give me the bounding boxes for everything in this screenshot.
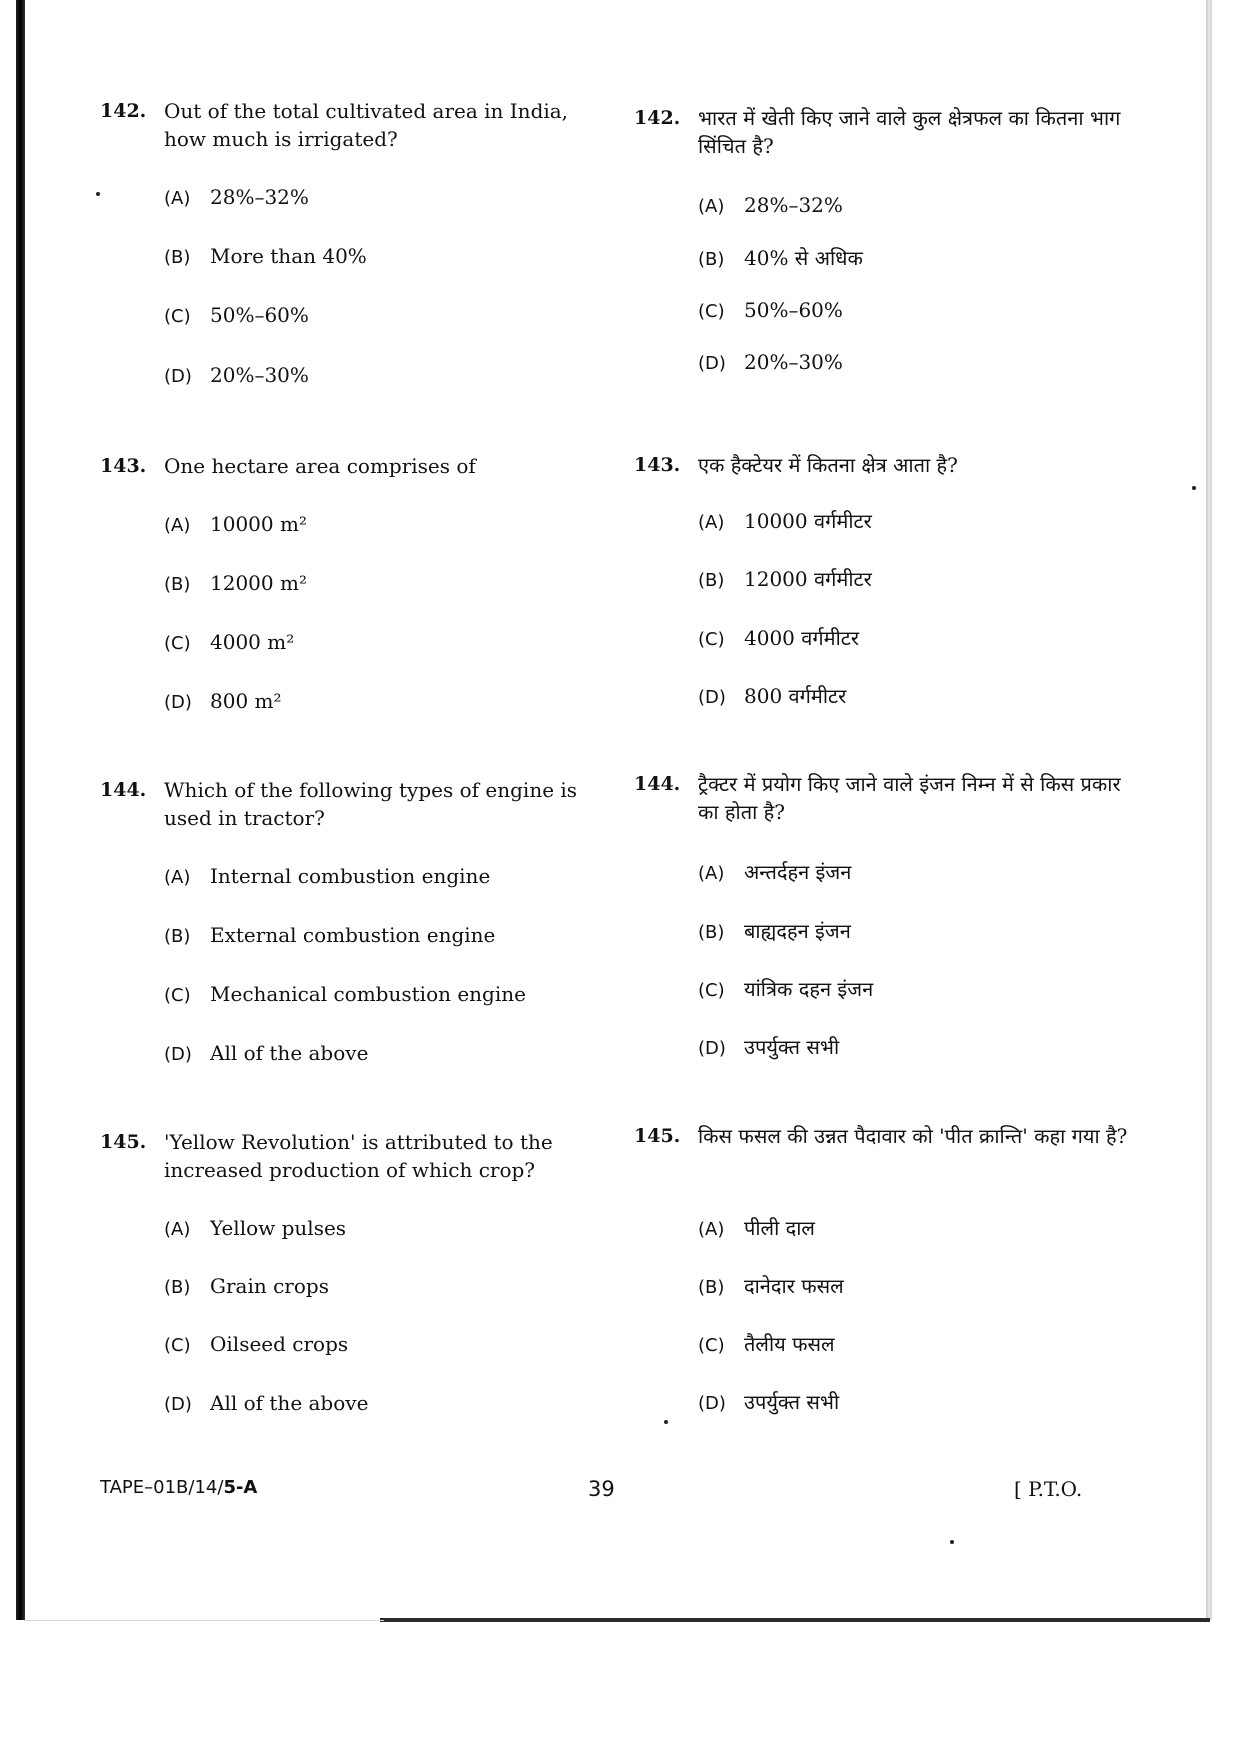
option-text: उपर्युक्त सभी xyxy=(744,1390,840,1414)
option-label: (B) xyxy=(164,574,191,595)
option-text: More than 40% xyxy=(210,244,367,268)
scan-speck xyxy=(1192,486,1196,490)
question-number: 143. xyxy=(634,454,681,476)
option-d xyxy=(698,348,843,378)
option-a xyxy=(164,510,307,540)
option-text: 40% से अधिक xyxy=(744,246,863,270)
option-text: 12000 वर्गमीटर xyxy=(744,567,872,591)
option-text: 12000 m² xyxy=(210,571,307,595)
question-145-en xyxy=(100,1128,580,1415)
question-number: 144. xyxy=(100,779,147,801)
option-text: 50%–60% xyxy=(744,298,843,322)
option-label: (B) xyxy=(698,249,725,270)
option-d xyxy=(698,1388,839,1418)
scan-bottom-edge xyxy=(380,1618,1210,1622)
option-text: Mechanical combustion engine xyxy=(210,982,526,1006)
option-c xyxy=(698,1330,835,1360)
scan-right-edge xyxy=(1206,0,1212,1620)
question-number: 145. xyxy=(634,1125,681,1147)
option-text: उपर्युक्त सभी xyxy=(744,1035,840,1059)
option-a xyxy=(164,183,309,213)
scan-speck xyxy=(950,1540,954,1544)
option-text: External combustion engine xyxy=(210,923,496,947)
option-a xyxy=(698,507,872,537)
question-text: One hectare area comprises of xyxy=(164,454,476,478)
option-label: (C) xyxy=(164,985,191,1006)
option-text: 50%–60% xyxy=(210,303,309,327)
question-header xyxy=(100,452,580,480)
question-number: 143. xyxy=(100,455,147,477)
option-label: (C) xyxy=(698,301,725,322)
option-text: बाह्यदहन इंजन xyxy=(744,919,851,943)
option-c xyxy=(698,975,873,1005)
question-text: किस फसल की उन्नत पैदावार को 'पीत क्रान्ति' कहा गया है? xyxy=(698,1124,1128,1148)
question-144-hi xyxy=(634,770,1134,1059)
option-c xyxy=(698,624,859,654)
question-text: भारत में खेती किए जाने वाले कुल क्षेत्रफल का कितना भाग सिंचित है? xyxy=(698,106,1121,158)
option-b xyxy=(698,244,863,274)
footer-code-series: 5-A xyxy=(223,1477,258,1498)
option-text: 4000 m² xyxy=(210,630,295,654)
option-d xyxy=(164,1389,368,1419)
question-number: 142. xyxy=(100,100,147,122)
option-text: All of the above xyxy=(210,1041,369,1065)
option-text: Oilseed crops xyxy=(210,1332,349,1356)
option-label: (B) xyxy=(164,926,191,947)
option-label: (A) xyxy=(164,188,191,209)
footer-code-prefix: TAPE–01B/14/ xyxy=(100,1477,224,1498)
option-label: (C) xyxy=(164,306,191,327)
question-header xyxy=(634,104,1134,160)
option-text: 20%–30% xyxy=(744,350,843,374)
option-label: (C) xyxy=(164,1335,191,1356)
question-142-hi xyxy=(634,104,1134,374)
option-label: (B) xyxy=(698,1277,725,1298)
question-143-en xyxy=(100,452,580,713)
option-label: (A) xyxy=(698,512,725,533)
option-text: Internal combustion engine xyxy=(210,864,491,888)
option-label: (B) xyxy=(698,922,725,943)
option-b xyxy=(698,1272,844,1302)
option-text: अन्तर्दहन इंजन xyxy=(744,860,852,884)
option-d xyxy=(164,1039,368,1069)
option-label: (C) xyxy=(698,629,725,650)
option-label: (A) xyxy=(698,1219,725,1240)
option-label: (A) xyxy=(164,1219,191,1240)
option-label: (D) xyxy=(698,687,726,708)
question-number: 144. xyxy=(634,773,681,795)
option-label: (D) xyxy=(164,1044,192,1065)
option-a xyxy=(164,1214,346,1244)
question-header xyxy=(100,1128,580,1184)
scan-bottom-edge-faint xyxy=(24,1620,384,1621)
scan-left-edge xyxy=(16,0,25,1620)
option-c xyxy=(164,980,526,1010)
question-text: एक हैक्टेयर में कितना क्षेत्र आता है? xyxy=(698,453,958,477)
question-145-hi xyxy=(634,1122,1134,1414)
option-text: 20%–30% xyxy=(210,363,309,387)
option-b xyxy=(698,565,872,595)
question-text: Which of the following types of engine is used in tractor? xyxy=(164,778,578,830)
option-text: Grain crops xyxy=(210,1274,329,1298)
option-label: (B) xyxy=(698,570,725,591)
option-label: (C) xyxy=(698,980,725,1001)
option-label: (D) xyxy=(698,353,726,374)
question-number: 142. xyxy=(634,107,681,129)
option-text: तैलीय फसल xyxy=(744,1332,835,1356)
option-text: 10000 वर्गमीटर xyxy=(744,509,872,533)
question-header xyxy=(100,97,580,153)
option-b xyxy=(164,569,307,599)
option-label: (D) xyxy=(164,692,192,713)
option-label: (A) xyxy=(164,867,191,888)
option-label: (A) xyxy=(698,863,725,884)
option-c xyxy=(164,628,294,658)
page-number: 39 xyxy=(588,1477,615,1501)
scan-speck xyxy=(96,192,100,196)
option-text: 800 वर्गमीटर xyxy=(744,684,847,708)
option-label: (B) xyxy=(164,247,191,268)
option-text: दानेदार फसल xyxy=(744,1274,844,1298)
option-text: पीली दाल xyxy=(744,1216,815,1240)
option-d xyxy=(164,687,282,717)
option-text: 4000 वर्गमीटर xyxy=(744,626,860,650)
option-b xyxy=(164,921,495,951)
option-label: (D) xyxy=(164,366,192,387)
option-label: (D) xyxy=(698,1038,726,1059)
option-d xyxy=(698,1033,839,1063)
question-header xyxy=(634,770,1134,826)
question-144-en xyxy=(100,776,580,1065)
option-c xyxy=(164,1330,348,1360)
option-text: Yellow pulses xyxy=(210,1216,347,1240)
option-d xyxy=(164,361,309,391)
option-label: (A) xyxy=(164,515,191,536)
question-text: Out of the total cultivated area in India, how much is irrigated? xyxy=(164,99,569,151)
option-a xyxy=(164,862,490,892)
option-text: 28%–32% xyxy=(744,193,843,217)
option-label: (B) xyxy=(164,1277,191,1298)
option-a xyxy=(698,1214,815,1244)
option-label: (D) xyxy=(698,1393,726,1414)
question-header xyxy=(634,451,1134,479)
question-text: ट्रैक्टर में प्रयोग किए जाने वाले इंजन निम्न में से किस प्रकार का होता है? xyxy=(698,772,1121,824)
option-d xyxy=(698,682,846,712)
question-header xyxy=(634,1122,1134,1150)
option-b xyxy=(698,917,851,947)
option-text: यांत्रिक दहन इंजन xyxy=(744,977,874,1001)
option-label: (C) xyxy=(164,633,191,654)
question-143-hi xyxy=(634,451,1134,708)
option-b xyxy=(164,242,367,272)
option-text: 800 m² xyxy=(210,689,282,713)
option-c xyxy=(698,296,843,326)
option-text: 10000 m² xyxy=(210,512,307,536)
option-label: (C) xyxy=(698,1335,725,1356)
question-header xyxy=(100,776,580,832)
question-142-en xyxy=(100,97,580,387)
option-text: 28%–32% xyxy=(210,185,309,209)
footer-booklet-code xyxy=(100,1477,257,1498)
option-label: (D) xyxy=(164,1394,192,1415)
scan-speck xyxy=(664,1420,668,1424)
please-turn-over: [ P.T.O. xyxy=(1014,1477,1083,1501)
question-text: 'Yellow Revolution' is attributed to the increased production of which crop? xyxy=(164,1130,553,1182)
option-c xyxy=(164,301,309,331)
option-b xyxy=(164,1272,329,1302)
option-a xyxy=(698,858,851,888)
option-a xyxy=(698,191,843,221)
question-number: 145. xyxy=(100,1131,147,1153)
option-label: (A) xyxy=(698,196,725,217)
option-text: All of the above xyxy=(210,1391,369,1415)
